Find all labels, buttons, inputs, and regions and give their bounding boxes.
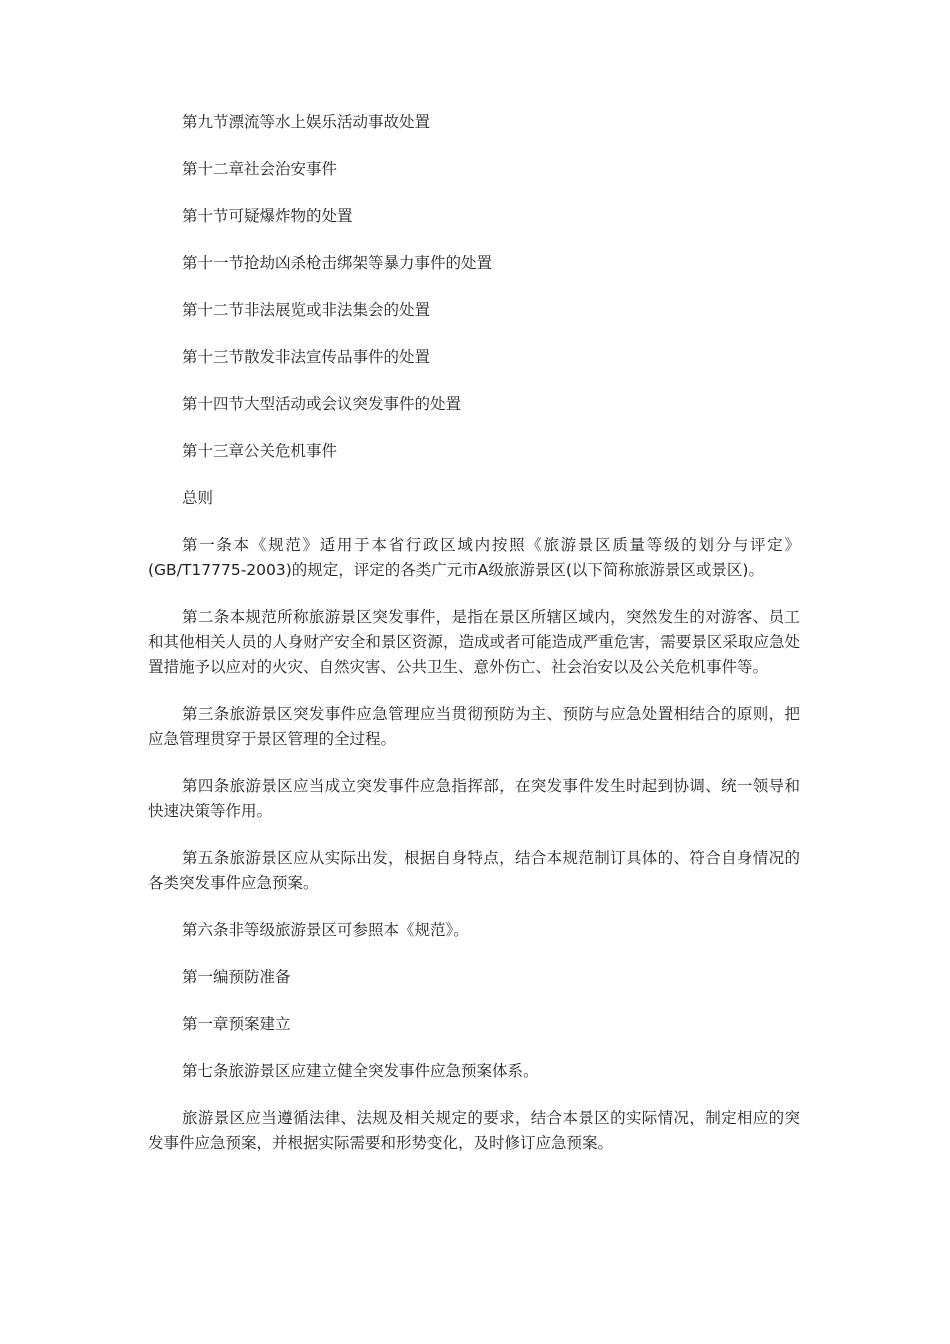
paragraph: 第一编预防准备 <box>182 968 291 986</box>
paragraph: 第十二节非法展览或非法集会的处置 <box>182 301 431 319</box>
paragraph: 第十节可疑爆炸物的处置 <box>182 207 353 225</box>
paragraph: 第五条旅游景区应从实际出发，根据自身特点，结合本规范制订具体的、符合自身情况的各类突发事件应急预案。 <box>148 849 800 892</box>
paragraph: 第十一节抢劫凶杀枪击绑架等暴力事件的处置 <box>182 254 493 272</box>
paragraph: 第十三章公关危机事件 <box>182 442 338 460</box>
paragraph: 第九节漂流等水上娱乐活动事故处置 <box>182 113 431 131</box>
paragraph: 第十四节大型活动或会议突发事件的处置 <box>182 395 462 413</box>
paragraph: 第三条旅游景区突发事件应急管理应当贯彻预防为主、预防与应急处置相结合的原则，把应急管理贯穿于景区管理的全过程。 <box>148 705 800 748</box>
paragraph: 第七条旅游景区应建立健全突发事件应急预案体系。 <box>182 1062 539 1080</box>
paragraph: 旅游景区应当遵循法律、法规及相关规定的要求，结合本景区的实际情况，制定相应的突发事件应急预案，并根据实际需要和形势变化，及时修订应急预案。 <box>148 1109 800 1152</box>
paragraph: 第一章预案建立 <box>182 1015 291 1033</box>
paragraph: 第四条旅游景区应当成立突发事件应急指挥部，在突发事件发生时起到协调、统一领导和快速决策等作用。 <box>148 777 800 820</box>
paragraph: 第一条本《规范》适用于本省行政区域内按照《旅游景区质量等级的划分与评定》(GB/T17775-2003)的规定，评定的各类广元市A级旅游景区(以下简称旅游景区或景区)。 <box>148 536 800 579</box>
paragraph: 第六条非等级旅游景区可参照本《规范》。 <box>182 921 469 939</box>
document-body <box>148 110 800 1178</box>
paragraph: 第二条本规范所称旅游景区突发事件，是指在景区所辖区域内，突然发生的对游客、员工和其他相关人员的人身财产安全和景区资源，造成或者可能造成严重危害，需要景区采取应急处置措施予以应对的火灾、自然灾害、公共卫生、意外伤亡、社会治安以及公关危机事件等。 <box>148 608 800 676</box>
paragraph: 总则 <box>182 489 214 507</box>
paragraph: 第十三节散发非法宣传品事件的处置 <box>182 348 431 366</box>
paragraph: 第十二章社会治安事件 <box>182 160 338 178</box>
